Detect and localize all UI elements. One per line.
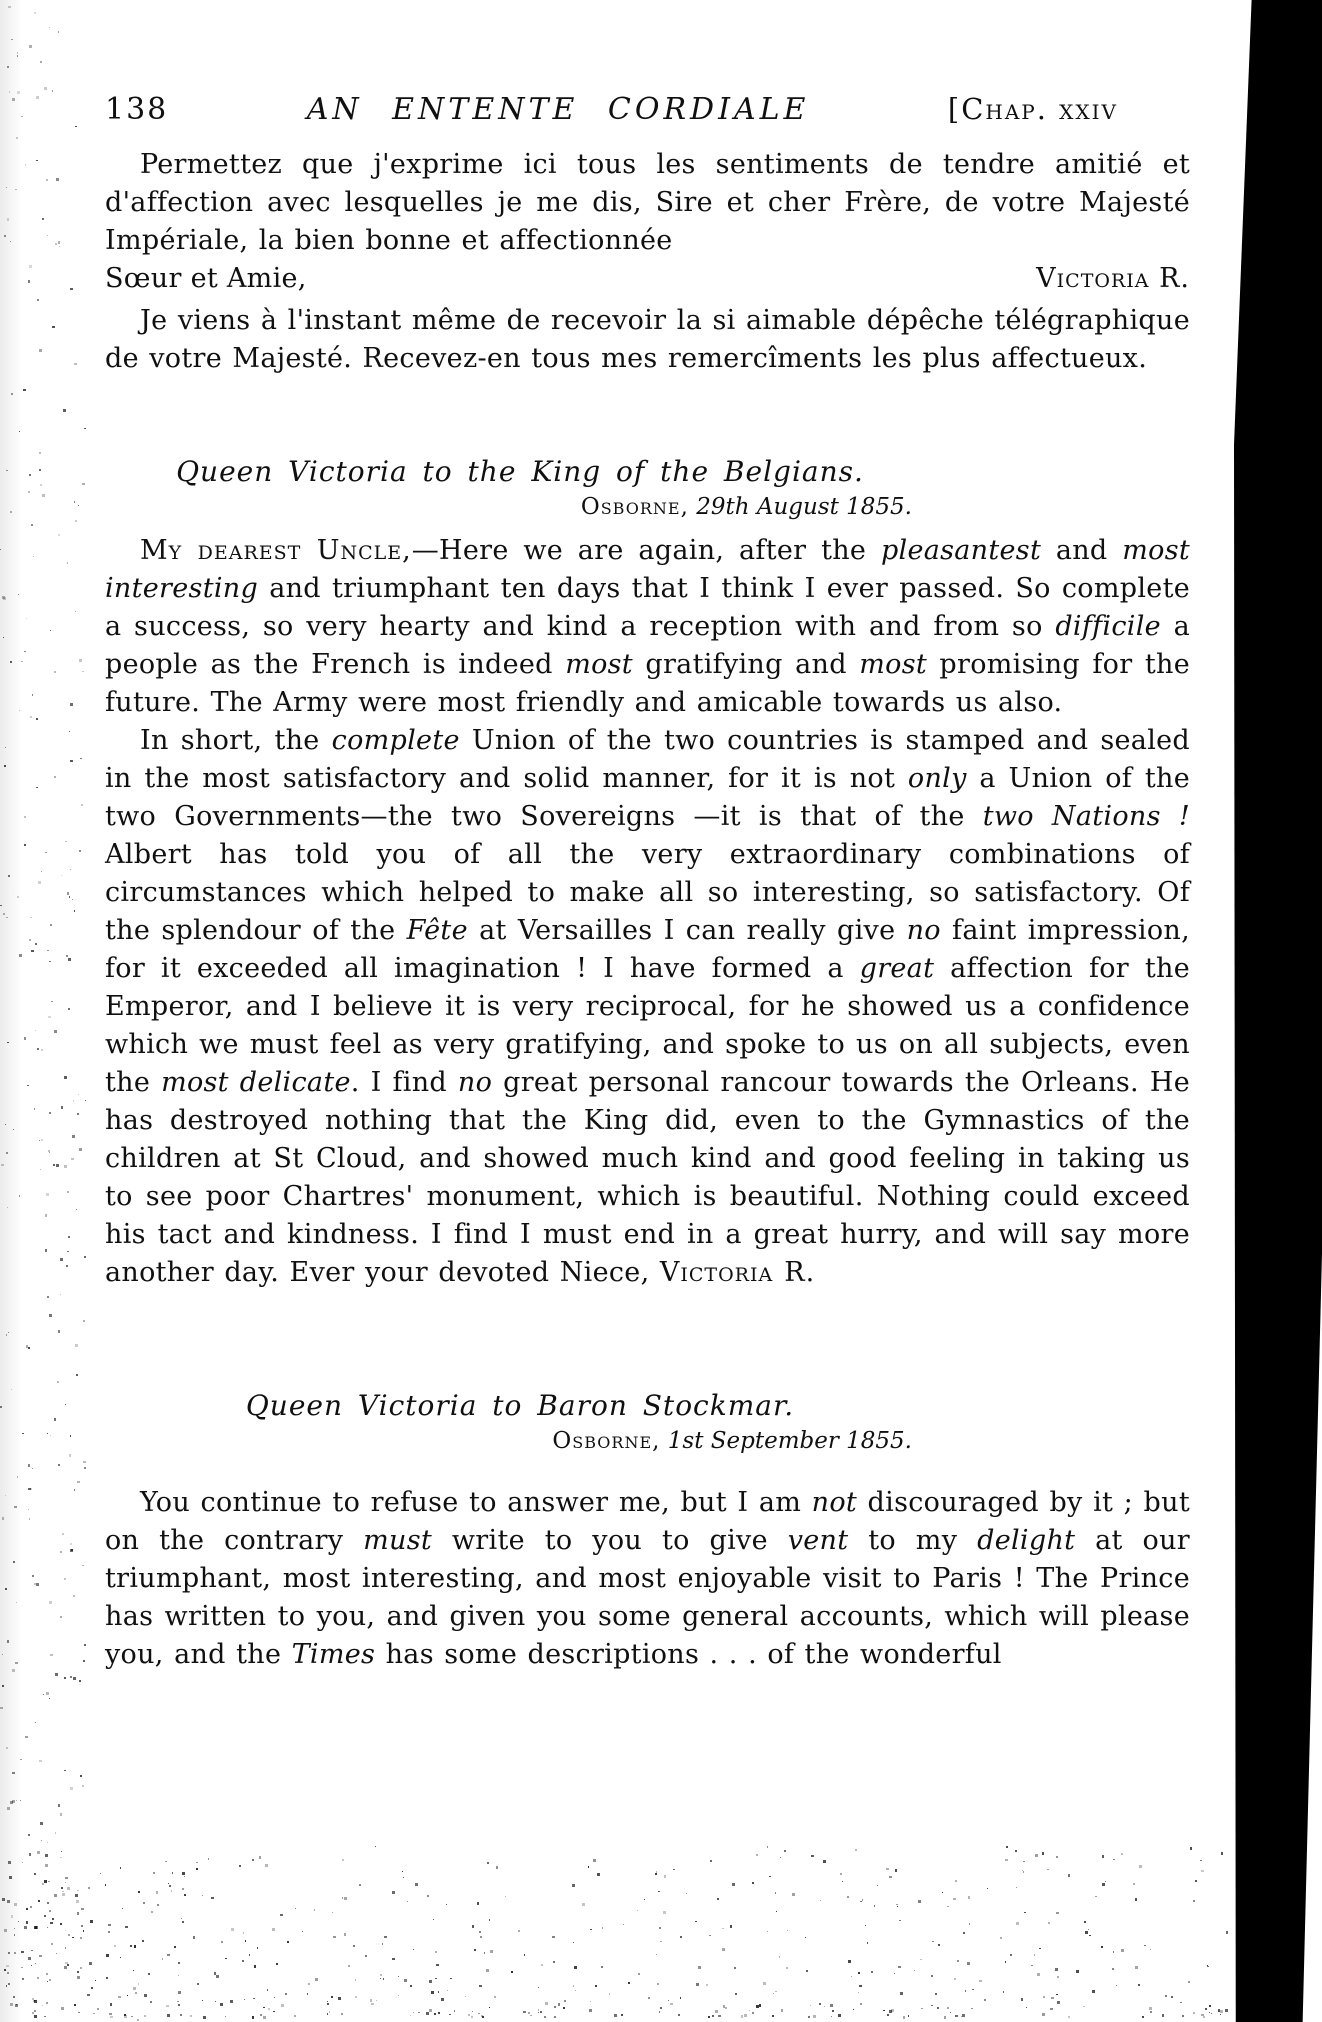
chapter-label: [Chap. xxiv [947, 92, 1118, 126]
page-header [105, 92, 1190, 132]
running-title: AN ENTENTE CORDIALE [306, 92, 810, 127]
letter2-date: 1st September 1855. [667, 1428, 912, 1454]
letter1-date: 29th August 1855. [696, 494, 912, 520]
signature-victoria: Victoria R. [1036, 263, 1190, 294]
letter1-paragraph-2: In short, the complete Union of the two countries is stamped and sealed in the most satisfactory and solid manner, for it is not only a Union of the two Governments—the two Sovereigns —it is that of the two Nations ! Albert has told you of all the very extraordinary combinations of circumstances which helped to make all so interesting, so satisfactory. Of the splendour of the Fête at Versailles I can really give no faint impression, for it exceeded all imagination ! I have formed a great affection for the Emperor, and I believe it is very reciprocal, for he showed us a confidence which we must feel as very gratifying, and spoke to us on all subjects, even the most delicate. I find no great personal rancour towards the Orleans. He has destroyed nothing that the King did, even to the Gymnastics of the children at St Cloud, and showed much kind and good feeling in taking us to see poor Chartres' monument, which is beautiful. Nothing could exceed his tact and kindness. I find I must end in a great hurry, and will say more another day. Ever your devoted Niece, Victoria R. [105, 725, 1190, 1288]
paragraph-french-1: Permettez que j'exprime ici tous les sentiments de tendre amitié et d'affection avec lesquelles je me dis, Sire et cher Frère, de votre Majesté Impériale, la bien bonne et affectionnée [105, 149, 1190, 256]
page-number: 138 [105, 92, 169, 127]
closing-line [105, 260, 1190, 298]
scan-left-smear [0, 0, 22, 2022]
letter1-paragraph-1: My dearest Uncle,—Here we are again, after the pleasantest and most interesting and triumphant ten days that I think I ever passed. So complete a success, so very hearty and kind a reception with and from so difficile a people as the French is indeed most gratifying and most promising for the future. The Army were most friendly and amicable towards us also. [105, 535, 1191, 718]
letter1-heading: Queen Victoria to the King of the Belgians. [176, 455, 864, 488]
letter2-dateline [105, 1428, 1190, 1454]
letter1-dateline [105, 494, 1190, 520]
letter2-place: Osborne, [552, 1428, 661, 1454]
letter1-place: Osborne, [580, 494, 689, 520]
paragraph-french-2: Je viens à l'instant même de recevoir la si aimable dépêche télégraphique de votre Majesté. Recevez-en tous mes remercîments les plus affectueux. [105, 305, 1190, 374]
letter2-heading: Queen Victoria to Baron Stockmar. [245, 1389, 795, 1422]
scan-black-bar [1234, 0, 1322, 2022]
closing-left-text: Sœur et Amie, [105, 263, 307, 294]
text-column [105, 0, 1190, 1674]
letter2-paragraph-1: You continue to refuse to answer me, but I am not discouraged by it ; but on the contrary must write to you to give vent to my delight at our triumphant, most interesting, and most enjoyable visit to Paris ! The Prince has written to you, and given you some general accounts, which will please you, and the Times has some descriptions . . . of the wonderful [105, 1487, 1190, 1670]
